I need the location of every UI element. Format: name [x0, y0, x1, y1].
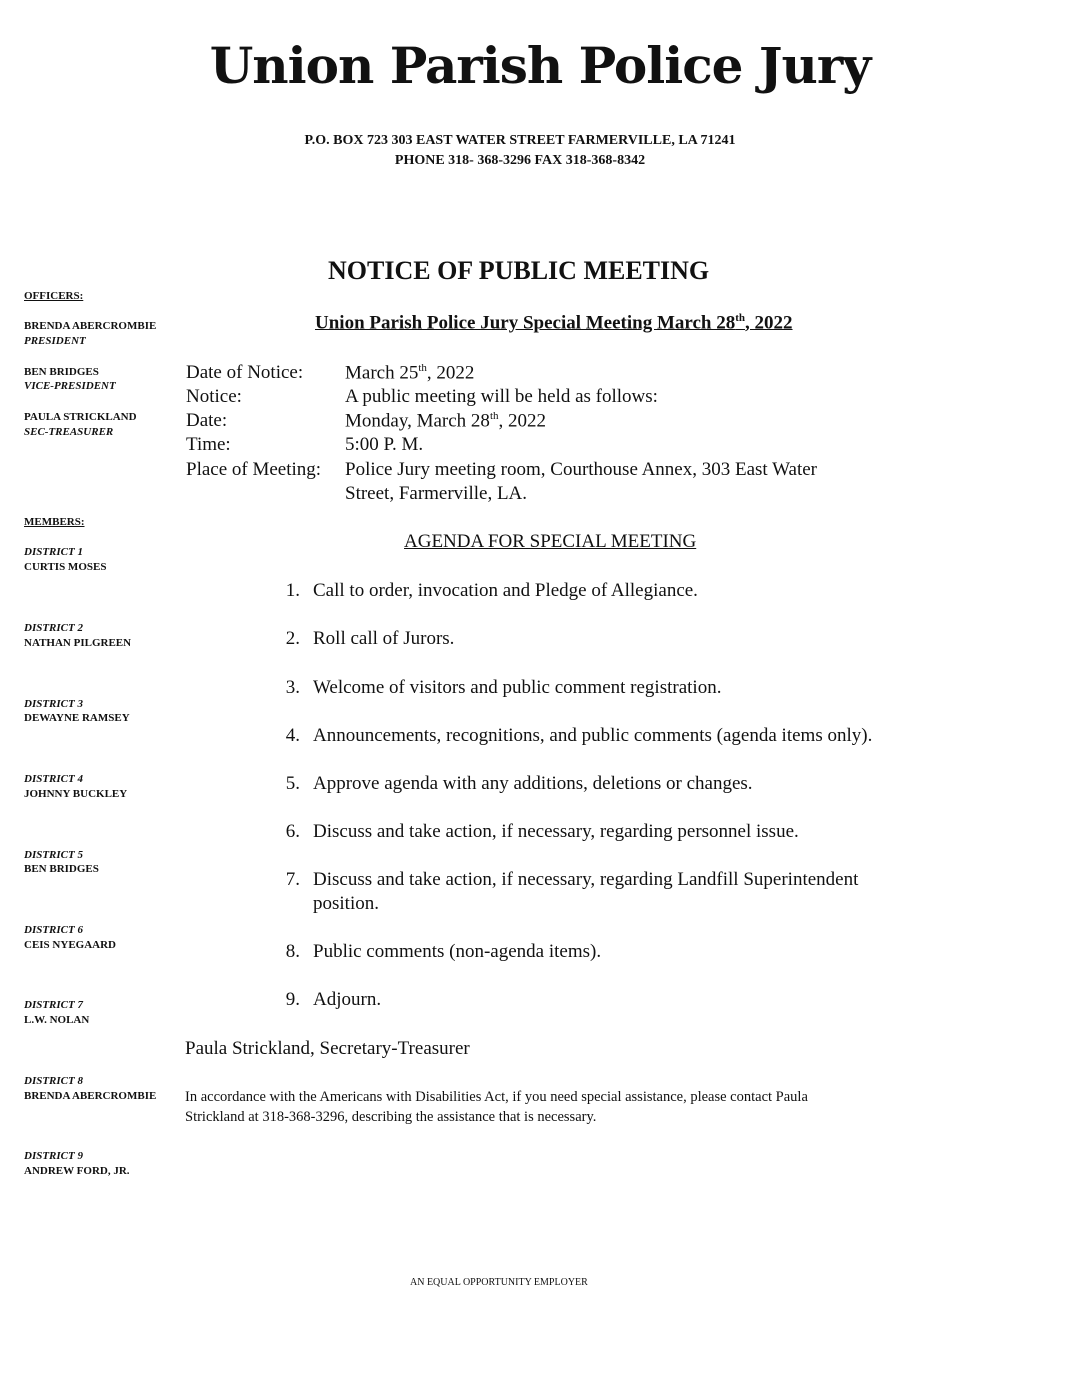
meeting-title	[315, 312, 793, 334]
notice-label: Notice:	[186, 386, 242, 407]
date-of-notice-label: Date of Notice:	[186, 362, 304, 383]
member-district: DISTRICT 2	[24, 622, 83, 634]
member-name: BEN BRIDGES	[24, 863, 99, 875]
member-name: BRENDA ABERCROMBIE	[24, 1090, 157, 1102]
meeting-title-sup: th	[735, 312, 746, 324]
date-label: Date:	[186, 410, 228, 431]
place-value-line2: Street, Farmerville, LA.	[345, 483, 528, 504]
officer-role: VICE-PRESIDENT	[24, 380, 116, 392]
member-name: CURTIS MOSES	[24, 561, 107, 573]
officer-name: BEN BRIDGES	[24, 366, 99, 378]
member-name: ANDREW FORD, JR.	[24, 1165, 130, 1177]
meeting-title-suffix: , 2022	[745, 312, 793, 334]
footer: AN EQUAL OPPORTUNITY EMPLOYER	[410, 1277, 588, 1288]
officer-name: BRENDA ABERCROMBIE	[24, 320, 157, 332]
agenda-item-number: 7.	[285, 869, 300, 890]
member-district: DISTRICT 5	[24, 849, 83, 861]
ada-notice	[185, 1087, 808, 1127]
member-district: DISTRICT 7	[24, 999, 83, 1011]
agenda-item-number: 6.	[285, 821, 300, 842]
member-district: DISTRICT 3	[24, 698, 83, 710]
date-of-notice-value	[345, 362, 474, 384]
agenda-item-text: Discuss and take action, if necessary, regarding personnel issue.	[313, 821, 799, 842]
ada-notice-line1: In accordance with the Americans with Disabilities Act, if you need special assistance, please contact Paula	[185, 1089, 808, 1105]
agenda-item-text: Adjourn.	[313, 989, 382, 1010]
agenda-item-number: 9.	[285, 989, 300, 1010]
letterhead-phone: PHONE 318- 368-3296 FAX 318-368-8342	[394, 153, 646, 168]
date-of-notice-suffix: , 2022	[426, 362, 475, 384]
agenda-item-text: Call to order, invocation and Pledge of Allegiance.	[313, 580, 698, 601]
agenda-item-number: 4.	[285, 725, 300, 746]
place-value-line1: Police Jury meeting room, Courthouse Annex, 303 East Water	[345, 459, 817, 480]
members-label: MEMBERS:	[24, 516, 85, 528]
member-district: DISTRICT 6	[24, 924, 83, 936]
agenda-item-text: Approve agenda with any additions, deletions or changes.	[313, 773, 753, 794]
notice-title: NOTICE OF PUBLIC MEETING	[328, 256, 710, 285]
agenda-item-text-cont: position.	[313, 893, 379, 914]
date-value-suffix: , 2022	[498, 410, 546, 432]
agenda-item-text: Discuss and take action, if necessary, regarding Landfill Superintendent	[313, 869, 859, 890]
agenda-item-text: Roll call of Jurors.	[313, 628, 455, 649]
member-district: DISTRICT 1	[24, 546, 83, 558]
meeting-title-prefix: Union Parish Police Jury Special Meeting March 28	[315, 312, 736, 334]
member-name: JOHNNY BUCKLEY	[24, 788, 128, 800]
officer-name: PAULA STRICKLAND	[24, 411, 137, 423]
member-district: DISTRICT 4	[24, 773, 83, 785]
member-district: DISTRICT 8	[24, 1075, 83, 1087]
date-of-notice-prefix: March 25	[345, 362, 419, 384]
signature: Paula Strickland, Secretary-Treasurer	[185, 1038, 470, 1059]
notice-value: A public meeting will be held as follows:	[345, 386, 658, 407]
agenda-item-number: 1.	[285, 580, 300, 601]
member-name: DEWAYNE RAMSEY	[24, 712, 130, 724]
member-name: CEIS NYEGAARD	[24, 939, 116, 951]
agenda-item-number: 3.	[285, 677, 300, 698]
member-district: DISTRICT 9	[24, 1150, 83, 1162]
date-of-notice-sup: th	[418, 362, 427, 374]
agenda-item-text: Announcements, recognitions, and public comments (agenda items only).	[313, 725, 873, 746]
agenda-item-number: 2.	[285, 628, 300, 649]
ada-notice-line2: Strickland at 318-368-3296, describing the assistance that is necessary.	[185, 1109, 597, 1125]
member-name: L.W. NOLAN	[24, 1014, 90, 1026]
letterhead-address: P.O. BOX 723 303 EAST WATER STREET FARMERVILLE, LA 71241	[304, 133, 736, 148]
member-name: NATHAN PILGREEN	[24, 637, 132, 649]
date-value-sup: th	[489, 410, 499, 422]
officer-role: PRESIDENT	[24, 335, 86, 347]
agenda-item-text: Public comments (non-agenda items).	[313, 941, 602, 962]
time-value: 5:00 P. M.	[345, 434, 424, 455]
agenda-item-number: 8.	[285, 941, 300, 962]
time-label: Time:	[186, 434, 231, 455]
letterhead-title: Union Parish Police Jury	[209, 36, 871, 95]
officer-role: SEC-TREASURER	[24, 426, 114, 438]
agenda-item-number: 5.	[285, 773, 300, 794]
place-label: Place of Meeting:	[186, 459, 322, 480]
agenda-item-text: Welcome of visitors and public comment registration.	[313, 677, 722, 698]
officers-label: OFFICERS:	[24, 290, 84, 302]
agenda-heading: AGENDA FOR SPECIAL MEETING	[404, 531, 697, 552]
date-value-prefix: Monday, March 28	[345, 410, 490, 432]
date-value	[345, 410, 546, 432]
